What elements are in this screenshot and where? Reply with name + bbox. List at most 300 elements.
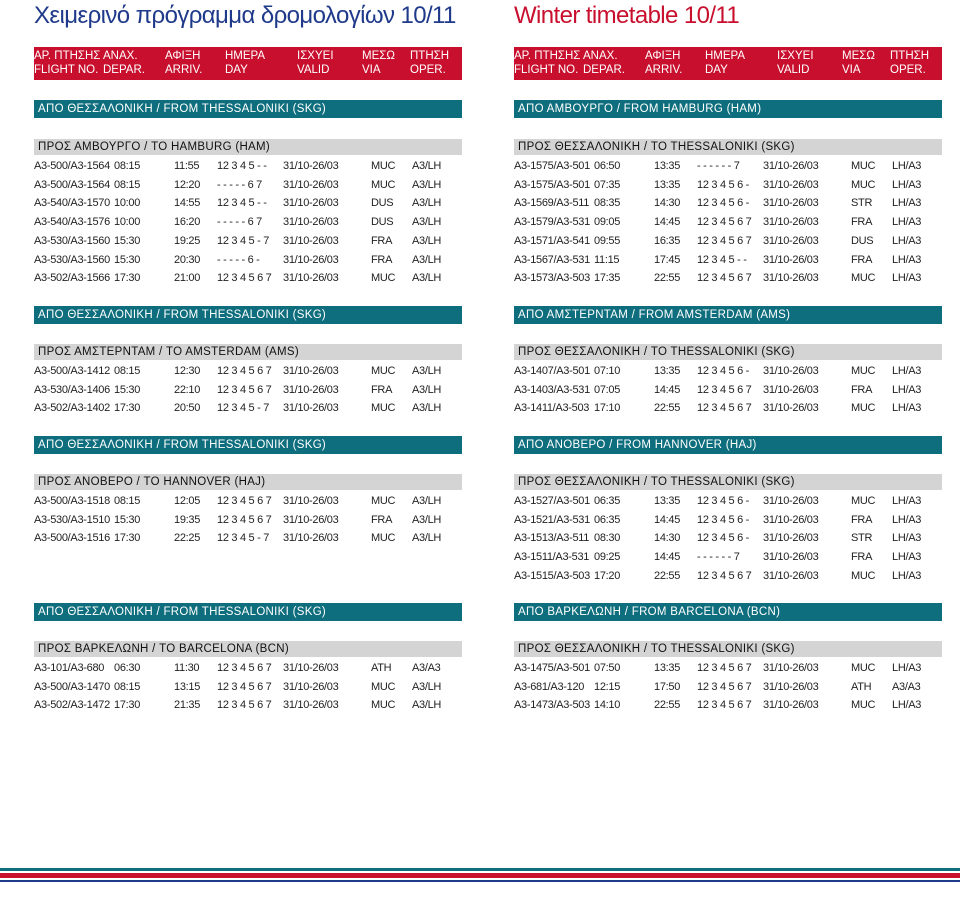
cell-depar: 08:35 xyxy=(594,197,621,210)
cell-via: MUC xyxy=(371,178,396,191)
cell-depar: 09:55 xyxy=(594,234,621,247)
cell-day: 12 3 4 5 6 - xyxy=(697,365,750,377)
cell-oper: A3/LH xyxy=(412,253,442,266)
table-row xyxy=(514,511,942,530)
cell-flight-no: A3-1575/A3-501 xyxy=(514,178,590,191)
cell-valid: 31/10-26/03 xyxy=(763,197,819,210)
cell-via: FRA xyxy=(371,234,393,247)
cell-valid: 31/10-26/03 xyxy=(283,253,339,266)
cell-arriv: 13:35 xyxy=(654,160,681,172)
cell-depar: 08:30 xyxy=(594,532,621,545)
cell-arriv: 19:35 xyxy=(174,513,201,526)
section-to-header: ΠΡΟΣ ΒΑΡΚΕΛΩΝΗ / TO BARCELONA (BCN) xyxy=(34,641,462,657)
table-row xyxy=(514,269,942,288)
cell-flight-no: A3-1473/A3-503 xyxy=(514,699,590,712)
cell-depar: 15:30 xyxy=(114,383,141,396)
table-row xyxy=(514,399,942,418)
col-day: DAY xyxy=(705,64,728,76)
cell-day: 12 3 4 5 6 7 xyxy=(697,680,752,693)
footer-divider-blue xyxy=(0,880,960,882)
cell-valid: 31/10-26/03 xyxy=(763,253,819,266)
cell-valid: 31/10-26/03 xyxy=(763,402,819,415)
col-oper: OPER. xyxy=(890,64,926,76)
col-oper-gr: ΠΤΗΣΗ xyxy=(890,50,930,62)
table-row xyxy=(34,251,462,270)
cell-flight-no: A3-681/A3-120 xyxy=(514,680,585,693)
cell-flight-no: A3-1403/A3-531 xyxy=(514,383,590,396)
cell-depar: 07:50 xyxy=(594,662,621,674)
cell-valid: 31/10-26/03 xyxy=(763,551,819,564)
cell-oper: LH/A3 xyxy=(892,532,922,545)
cell-day: 12 3 4 5 6 7 xyxy=(217,365,272,377)
cell-arriv: 13:35 xyxy=(654,178,681,191)
cell-depar: 17:35 xyxy=(594,272,621,285)
cell-depar: 17:30 xyxy=(114,532,141,545)
cell-arriv: 22:25 xyxy=(174,532,201,545)
cell-oper: A3/LH xyxy=(412,699,442,712)
cell-arriv: 12:20 xyxy=(174,178,201,191)
table-row xyxy=(34,511,462,530)
table-row xyxy=(514,251,942,270)
cell-depar: 09:05 xyxy=(594,216,621,229)
cell-oper: A3/A3 xyxy=(412,662,441,674)
cell-oper: A3/LH xyxy=(412,216,442,229)
section-from-header: ΑΠΟ ΑΜΒΟΥΡΓΟ / FROM HAMBURG (HAM) xyxy=(514,100,942,118)
cell-arriv: 13:35 xyxy=(654,662,681,674)
cell-via: MUC xyxy=(851,178,876,191)
cell-valid: 31/10-26/03 xyxy=(763,569,819,582)
cell-via: ATH xyxy=(371,662,392,674)
cell-oper: LH/A3 xyxy=(892,178,922,191)
table-row xyxy=(514,567,942,586)
col-arriv-gr: ΑΦΙΞΗ xyxy=(645,50,681,62)
cell-via: FRA xyxy=(851,513,873,526)
cell-oper: A3/LH xyxy=(412,160,442,172)
cell-via: DUS xyxy=(371,197,394,210)
cell-flight-no: A3-540/A3-1576 xyxy=(34,216,110,229)
footer-divider-teal xyxy=(0,868,960,871)
cell-arriv: 13:35 xyxy=(654,495,681,507)
cell-flight-no: A3-101/A3-680 xyxy=(34,662,105,674)
cell-via: MUC xyxy=(851,160,876,172)
cell-depar: 07:10 xyxy=(594,365,621,377)
cell-depar: 06:30 xyxy=(114,662,141,674)
col-day: DAY xyxy=(225,64,248,76)
cell-via: MUC xyxy=(371,160,396,172)
col-valid: VALID xyxy=(297,64,330,76)
cell-via: FRA xyxy=(851,253,873,266)
cell-via: MUC xyxy=(371,402,396,415)
cell-day: 12 3 4 5 - 7 xyxy=(217,532,270,545)
cell-valid: 31/10-26/03 xyxy=(763,365,819,377)
cell-flight-no: A3-1575/A3-501 xyxy=(514,160,590,172)
footer-divider-red xyxy=(0,873,960,878)
cell-valid: 31/10-26/03 xyxy=(763,160,819,172)
cell-oper: LH/A3 xyxy=(892,662,922,674)
cell-flight-no: A3-500/A3-1412 xyxy=(34,365,110,377)
cell-valid: 31/10-26/03 xyxy=(763,272,819,285)
table-row xyxy=(514,381,942,400)
cell-arriv: 14:30 xyxy=(654,197,681,210)
col-arriv: ARRIV. xyxy=(645,64,683,76)
cell-flight-no: A3-530/A3-1560 xyxy=(34,234,110,247)
cell-day: 12 3 4 5 6 7 xyxy=(217,513,272,526)
cell-depar: 11:15 xyxy=(594,253,620,266)
cell-arriv: 19:25 xyxy=(174,234,201,247)
cell-oper: A3/LH xyxy=(412,272,442,285)
cell-arriv: 14:45 xyxy=(654,513,681,526)
col-via-gr: ΜΕΣΩ xyxy=(842,50,875,62)
cell-day: 12 3 4 5 - - xyxy=(217,197,267,210)
cell-day: 12 3 4 5 - - xyxy=(217,160,267,172)
cell-via: ATH xyxy=(851,680,872,693)
cell-via: STR xyxy=(851,197,873,210)
table-row xyxy=(34,157,462,176)
cell-depar: 08:15 xyxy=(114,495,141,507)
cell-valid: 31/10-26/03 xyxy=(763,680,819,693)
cell-arriv: 14:45 xyxy=(654,383,681,396)
table-row xyxy=(514,696,942,715)
cell-day: 12 3 4 5 6 7 xyxy=(697,272,752,285)
table-row xyxy=(34,678,462,697)
col-flight-no: FLIGHT NO. xyxy=(34,64,99,76)
cell-flight-no: A3-530/A3-1510 xyxy=(34,513,110,526)
table-row xyxy=(514,362,942,381)
cell-valid: 31/10-26/03 xyxy=(283,532,339,545)
cell-valid: 31/10-26/03 xyxy=(283,699,339,712)
cell-oper: A3/A3 xyxy=(892,680,921,693)
col-day-gr: ΗΜΕΡΑ xyxy=(225,50,266,62)
table-row xyxy=(34,213,462,232)
col-oper: OPER. xyxy=(410,64,446,76)
col-depar-gr: ΑΝΑΧ. xyxy=(583,50,618,62)
cell-via: DUS xyxy=(851,234,874,247)
cell-valid: 31/10-26/03 xyxy=(283,216,339,229)
cell-flight-no: A3-1521/A3-531 xyxy=(514,513,590,526)
cell-valid: 31/10-26/03 xyxy=(763,178,819,191)
table-row xyxy=(514,157,942,176)
col-depar: DEPAR. xyxy=(583,64,625,76)
cell-arriv: 20:50 xyxy=(174,402,201,415)
cell-depar: 14:10 xyxy=(594,699,621,712)
cell-flight-no: A3-1407/A3-501 xyxy=(514,365,590,377)
cell-arriv: 22:55 xyxy=(654,402,681,415)
table-row xyxy=(34,381,462,400)
section-from-header: ΑΠΟ ΘΕΣΣΑΛΟΝΙΚΗ / FROM THESSALONIKI (SKG) xyxy=(34,100,462,118)
cell-flight-no: A3-1573/A3-503 xyxy=(514,272,590,285)
col-oper-gr: ΠΤΗΣΗ xyxy=(410,50,450,62)
cell-day: 12 3 4 5 6 7 xyxy=(697,662,752,674)
table-row xyxy=(34,176,462,195)
cell-day: 12 3 4 5 6 7 xyxy=(697,216,752,229)
cell-depar: 09:25 xyxy=(594,551,621,564)
cell-day: - - - - - - 7 xyxy=(697,160,740,172)
table-row xyxy=(34,194,462,213)
col-via: VIA xyxy=(362,64,381,76)
cell-flight-no: A3-1569/A3-511 xyxy=(514,197,590,210)
table-row xyxy=(514,659,942,678)
cell-flight-no: A3-1567/A3-531 xyxy=(514,253,590,266)
col-flight-no: FLIGHT NO. xyxy=(514,64,579,76)
col-depar: DEPAR. xyxy=(103,64,145,76)
cell-day: - - - - - 6 7 xyxy=(217,178,262,191)
cell-arriv: 21:00 xyxy=(174,272,201,285)
cell-depar: 08:15 xyxy=(114,178,141,191)
page-title-english: Winter timetable 10/11 xyxy=(514,2,740,29)
cell-via: MUC xyxy=(851,272,876,285)
cell-arriv: 14:30 xyxy=(654,532,681,545)
cell-valid: 31/10-26/03 xyxy=(283,365,339,377)
cell-day: 12 3 4 5 6 - xyxy=(697,178,750,191)
cell-day: 12 3 4 5 6 - xyxy=(697,513,750,526)
cell-via: MUC xyxy=(851,365,876,377)
cell-valid: 31/10-26/03 xyxy=(763,234,819,247)
cell-flight-no: A3-530/A3-1560 xyxy=(34,253,110,266)
cell-day: 12 3 4 5 - - xyxy=(697,253,747,266)
cell-via: MUC xyxy=(851,569,876,582)
cell-valid: 31/10-26/03 xyxy=(283,495,339,507)
table-row xyxy=(514,194,942,213)
cell-valid: 31/10-26/03 xyxy=(763,383,819,396)
cell-depar: 15:30 xyxy=(114,234,141,247)
cell-valid: 31/10-26/03 xyxy=(283,234,339,247)
cell-arriv: 21:35 xyxy=(174,699,201,712)
table-row xyxy=(34,269,462,288)
cell-oper: LH/A3 xyxy=(892,160,922,172)
table-row xyxy=(34,696,462,715)
section-from-header: ΑΠΟ ΘΕΣΣΑΛΟΝΙΚΗ / FROM THESSALONIKI (SKG) xyxy=(34,603,462,621)
table-row xyxy=(514,232,942,251)
cell-oper: LH/A3 xyxy=(892,253,922,266)
cell-depar: 17:20 xyxy=(594,569,621,582)
cell-oper: LH/A3 xyxy=(892,569,922,582)
page-title-greek: Χειμερινό πρόγραμμα δρομολογίων 10/11 xyxy=(34,2,456,29)
col-arriv-gr: ΑΦΙΞΗ xyxy=(165,50,201,62)
cell-depar: 10:00 xyxy=(114,197,141,210)
section-from-header: ΑΠΟ ΘΕΣΣΑΛΟΝΙΚΗ / FROM THESSALONIKI (SKG) xyxy=(34,436,462,454)
col-valid-gr: ΙΣΧΥΕΙ xyxy=(297,50,334,62)
cell-day: 12 3 4 5 6 7 xyxy=(697,383,752,396)
cell-via: MUC xyxy=(371,272,396,285)
col-flight-no-gr: ΑΡ. ΠΤΗΣΗΣ xyxy=(34,50,101,62)
cell-oper: A3/LH xyxy=(412,234,442,247)
cell-flight-no: A3-540/A3-1570 xyxy=(34,197,110,210)
cell-arriv: 11:30 xyxy=(174,662,200,674)
cell-valid: 31/10-26/03 xyxy=(283,680,339,693)
cell-valid: 31/10-26/03 xyxy=(283,272,339,285)
cell-arriv: 11:55 xyxy=(174,160,200,172)
cell-via: MUC xyxy=(371,680,396,693)
section-to-header: ΠΡΟΣ ΘΕΣΣΑΛΟΝΙΚΗ / TO THESSALONIKI (SKG) xyxy=(514,139,942,155)
cell-oper: LH/A3 xyxy=(892,197,922,210)
cell-oper: LH/A3 xyxy=(892,551,922,564)
cell-depar: 06:35 xyxy=(594,513,621,526)
cell-arriv: 22:10 xyxy=(174,383,201,396)
cell-oper: A3/LH xyxy=(412,513,442,526)
cell-via: FRA xyxy=(851,216,873,229)
cell-day: - - - - - 6 - xyxy=(217,253,260,266)
cell-arriv: 12:30 xyxy=(174,365,201,377)
cell-flight-no: A3-500/A3-1470 xyxy=(34,680,110,693)
table-row xyxy=(34,362,462,381)
cell-via: MUC xyxy=(851,402,876,415)
cell-day: 12 3 4 5 6 7 xyxy=(217,662,272,674)
cell-valid: 31/10-26/03 xyxy=(763,495,819,507)
cell-arriv: 12:05 xyxy=(174,495,201,507)
cell-flight-no: A3-1527/A3-501 xyxy=(514,495,590,507)
cell-oper: A3/LH xyxy=(412,532,442,545)
cell-day: 12 3 4 5 6 7 xyxy=(217,680,272,693)
cell-via: FRA xyxy=(371,513,393,526)
cell-day: - - - - - 6 7 xyxy=(217,216,262,229)
cell-day: 12 3 4 5 6 - xyxy=(697,495,750,507)
table-row xyxy=(34,492,462,511)
cell-flight-no: A3-500/A3-1516 xyxy=(34,532,110,545)
cell-arriv: 16:20 xyxy=(174,216,201,229)
cell-valid: 31/10-26/03 xyxy=(763,216,819,229)
cell-oper: LH/A3 xyxy=(892,234,922,247)
cell-oper: LH/A3 xyxy=(892,699,922,712)
cell-arriv: 20:30 xyxy=(174,253,201,266)
cell-flight-no: A3-500/A3-1518 xyxy=(34,495,110,507)
col-arriv: ARRIV. xyxy=(165,64,203,76)
cell-day: 12 3 4 5 6 7 xyxy=(217,699,272,712)
cell-flight-no: A3-1571/A3-541 xyxy=(514,234,590,247)
cell-day: - - - - - - 7 xyxy=(697,551,740,564)
cell-depar: 15:30 xyxy=(114,513,141,526)
cell-valid: 31/10-26/03 xyxy=(763,662,819,674)
section-to-header: ΠΡΟΣ ΘΕΣΣΑΛΟΝΙΚΗ / TO THESSALONIKI (SKG) xyxy=(514,344,942,360)
cell-oper: LH/A3 xyxy=(892,272,922,285)
cell-day: 12 3 4 5 6 - xyxy=(697,532,750,545)
cell-depar: 08:15 xyxy=(114,160,141,172)
cell-depar: 10:00 xyxy=(114,216,141,229)
cell-valid: 31/10-26/03 xyxy=(283,160,339,172)
cell-day: 12 3 4 5 6 7 xyxy=(697,402,752,415)
col-flight-no-gr: ΑΡ. ΠΤΗΣΗΣ xyxy=(514,50,581,62)
table-row xyxy=(34,529,462,548)
cell-day: 12 3 4 5 6 7 xyxy=(217,272,272,285)
cell-day: 12 3 4 5 6 7 xyxy=(697,699,752,712)
cell-flight-no: A3-1511/A3-531 xyxy=(514,551,590,564)
cell-arriv: 17:50 xyxy=(654,680,681,693)
cell-oper: A3/LH xyxy=(412,495,442,507)
cell-oper: LH/A3 xyxy=(892,513,922,526)
section-to-header: ΠΡΟΣ ΘΕΣΣΑΛΟΝΙΚΗ / TO THESSALONIKI (SKG) xyxy=(514,641,942,657)
table-row xyxy=(34,659,462,678)
col-depar-gr: ΑΝΑΧ. xyxy=(103,50,138,62)
table-row xyxy=(34,232,462,251)
table-row xyxy=(514,213,942,232)
cell-oper: A3/LH xyxy=(412,383,442,396)
cell-day: 12 3 4 5 6 7 xyxy=(217,495,272,507)
cell-arriv: 22:55 xyxy=(654,569,681,582)
cell-via: MUC xyxy=(371,365,396,377)
cell-depar: 17:30 xyxy=(114,402,141,415)
cell-depar: 06:35 xyxy=(594,495,621,507)
cell-valid: 31/10-26/03 xyxy=(283,178,339,191)
cell-via: STR xyxy=(851,532,873,545)
section-from-header: ΑΠΟ ΑΝΟΒΕΡΟ / FROM HANNOVER (HAJ) xyxy=(514,436,942,454)
cell-day: 12 3 4 5 6 7 xyxy=(697,234,752,247)
cell-depar: 17:30 xyxy=(114,699,141,712)
cell-depar: 17:30 xyxy=(114,272,141,285)
col-via-gr: ΜΕΣΩ xyxy=(362,50,395,62)
table-row xyxy=(34,399,462,418)
cell-flight-no: A3-1475/A3-501 xyxy=(514,662,590,674)
cell-day: 12 3 4 5 6 7 xyxy=(217,383,272,396)
section-from-header: ΑΠΟ ΘΕΣΣΑΛΟΝΙΚΗ / FROM THESSALONIKI (SKG) xyxy=(34,306,462,324)
table-row xyxy=(514,529,942,548)
section-from-header: ΑΠΟ ΑΜΣΤΕΡΝΤΑΜ / FROM AMSTERDAM (AMS) xyxy=(514,306,942,324)
cell-oper: LH/A3 xyxy=(892,216,922,229)
cell-via: MUC xyxy=(371,532,396,545)
cell-via: FRA xyxy=(851,551,873,564)
column-header-left xyxy=(34,47,462,80)
cell-valid: 31/10-26/03 xyxy=(283,383,339,396)
table-row xyxy=(514,492,942,511)
cell-flight-no: A3-530/A3-1406 xyxy=(34,383,110,396)
cell-oper: LH/A3 xyxy=(892,383,922,396)
cell-flight-no: A3-1411/A3-503 xyxy=(514,402,590,415)
cell-oper: A3/LH xyxy=(412,680,442,693)
cell-oper: LH/A3 xyxy=(892,365,922,377)
cell-arriv: 13:15 xyxy=(174,680,201,693)
cell-valid: 31/10-26/03 xyxy=(763,513,819,526)
cell-valid: 31/10-26/03 xyxy=(763,699,819,712)
cell-flight-no: A3-500/A3-1564 xyxy=(34,178,110,191)
cell-via: FRA xyxy=(371,253,393,266)
cell-oper: A3/LH xyxy=(412,365,442,377)
cell-arriv: 13:35 xyxy=(654,365,681,377)
col-valid-gr: ΙΣΧΥΕΙ xyxy=(777,50,814,62)
section-to-header: ΠΡΟΣ ΑΝΟΒΕΡΟ / TO HANNOVER (HAJ) xyxy=(34,474,462,490)
cell-depar: 07:05 xyxy=(594,383,621,396)
cell-flight-no: A3-1579/A3-531 xyxy=(514,216,590,229)
cell-oper: A3/LH xyxy=(412,178,442,191)
cell-day: 12 3 4 5 - 7 xyxy=(217,402,270,415)
cell-arriv: 14:45 xyxy=(654,216,681,229)
cell-day: 12 3 4 5 6 7 xyxy=(697,569,752,582)
cell-oper: LH/A3 xyxy=(892,402,922,415)
section-to-header: ΠΡΟΣ ΑΜΒΟΥΡΓΟ / TO HAMBURG (HAM) xyxy=(34,139,462,155)
cell-via: MUC xyxy=(851,699,876,712)
section-to-header: ΠΡΟΣ ΘΕΣΣΑΛΟΝΙΚΗ / TO THESSALONIKI (SKG) xyxy=(514,474,942,490)
table-row xyxy=(514,548,942,567)
cell-valid: 31/10-26/03 xyxy=(283,513,339,526)
cell-oper: A3/LH xyxy=(412,402,442,415)
cell-flight-no: A3-502/A3-1402 xyxy=(34,402,110,415)
cell-arriv: 14:55 xyxy=(174,197,201,210)
cell-valid: 31/10-26/03 xyxy=(763,532,819,545)
cell-day: 12 3 4 5 6 - xyxy=(697,197,750,210)
cell-arriv: 22:55 xyxy=(654,272,681,285)
cell-depar: 06:50 xyxy=(594,160,621,172)
table-row xyxy=(514,678,942,697)
cell-arriv: 22:55 xyxy=(654,699,681,712)
cell-flight-no: A3-502/A3-1472 xyxy=(34,699,110,712)
cell-depar: 08:15 xyxy=(114,680,141,693)
cell-depar: 07:35 xyxy=(594,178,621,191)
column-header-right xyxy=(514,47,942,80)
cell-flight-no: A3-502/A3-1566 xyxy=(34,272,110,285)
col-day-gr: ΗΜΕΡΑ xyxy=(705,50,746,62)
cell-arriv: 14:45 xyxy=(654,551,681,564)
cell-flight-no: A3-1513/A3-511 xyxy=(514,532,590,545)
cell-valid: 31/10-26/03 xyxy=(283,197,339,210)
cell-via: MUC xyxy=(851,662,876,674)
col-via: VIA xyxy=(842,64,861,76)
